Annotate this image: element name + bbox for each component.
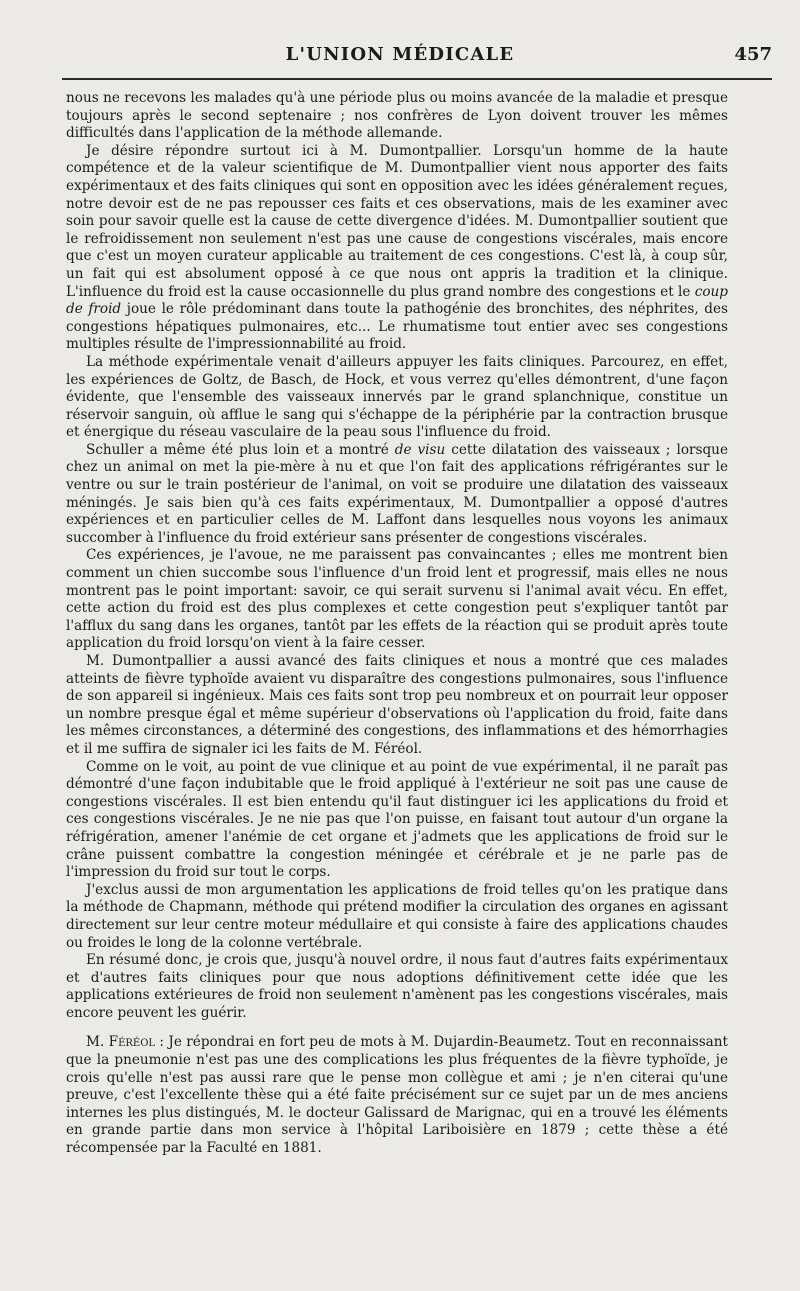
paragraph-text: cette dilatation des vaisseaux ; lorsque chez un animal on met la pie-mère à nu et que l'on fait des applications réfrigérantes sur le ventre ou sur le train postérieur de l'animal, on voit se produire une dilatation des vaisseaux méningés. Je sais bien qu'à ces faits expérimentaux, M. Dumontpallier a opposé d'autres expériences et en particulier celles de M. Laffont dans lesquelles nous voyons les animaux succomber à l'influence du froid extérieur sans présenter de congestions viscérales. <box>66 441 728 546</box>
page-number: 457 <box>734 44 772 65</box>
paragraph-text: Je répondrai en fort peu de mots à M. Dujardin-Beaumetz. Tout en reconnaissant que la pneumonie n'est pas une des complications les plus fréquentes de la fièvre typhoïde, je crois qu'elle n'est pas aussi rare que le pense mon collègue et ami ; je n'en citerai qu'une preuve, c'est l'excellente thèse qui a été faite précisément sur ce sujet par un de mes anciens internes les plus distingués, M. le docteur Galissard de Marignac, qui en a trouvé les éléments en grande partie dans mon service à l'hôpital Lariboisière en 1879 ; cette thèse a été récompensée par la Faculté en 1881. <box>66 1034 728 1157</box>
paragraph-4 <box>66 442 728 548</box>
paragraph-text: Je désire répondre surtout ici à M. Dumontpallier. Lorsqu'un homme de la haute compétence et de la valeur scientifique de M. Dumontpallier vient nous apporter des faits expérimentaux et des faits cliniques qui sont en opposition avec les idées généralement reçues, notre devoir est de ne pas repousser ces faits et ces observations, mais de les examiner avec soin pour savoir quelle est la cause de cette divergence d'idées. M. Dumontpallier soutient que le refroidissement non seulement n'est pas une cause de congestions viscérales, mais encore que c'est un moyen curateur applicable au traitement de ces congestions. C'est là, à coup sûr, un fait qui est absolument opposé à ce que nous ont appris la tradition et la clinique. L'influence du froid est la cause occasionnelle du plus grand nombre des congestions et le <box>66 142 728 300</box>
paragraph-7 <box>66 759 728 882</box>
paragraph-text: joue le rôle prédominant dans toute la pathogénie des bronchites, des néphrites, des congestions hépatiques pulmonaires, etc... Le rhumatisme tout entier avec ses congestions multiples résulte de l'impressionnabilité au froid. <box>66 301 729 353</box>
paragraph-9 <box>66 952 728 1022</box>
paragraph-text: En résumé donc, je crois que, jusqu'à nouvel ordre, il nous faut d'autres faits expérimentaux et d'autres faits cliniques pour que nous adoptions définitivement cette idée que les applications extérieures de froid non seulement n'amènent pas les congestions viscérales, mais encore peuvent les guérir. <box>66 952 728 1021</box>
paragraph-10 <box>66 1034 728 1157</box>
paragraph-text: nous ne recevons les malades qu'à une période plus ou moins avancée de la maladie et presque toujours après le second septenaire ; nos confrères de Lyon doivent trouver les mêmes difficultés dans l'application de la méthode allemande. <box>66 90 728 142</box>
paragraph-text: Comme on le voit, au point de vue clinique et au point de vue expérimental, il ne paraît pas démontré d'une façon indubitable que le froid appliqué à l'extérieur ne soit pas une cause de congestions viscérales. Il est bien entendu qu'il faut distinguer ici les applications du froid et ces congestions viscérales. Je ne nie pas que l'on puisse, en faisant tout autour d'un organe la réfrigération, amener l'anémie de cet organe et j'admets que les applications de froid sur le crâne puissent combattre la congestion méningée et cérébrale et je ne parle pas de l'impression du froid sur tout le corps. <box>66 758 728 881</box>
paragraph-text: J'exclus aussi de mon argumentation les applications de froid telles qu'on les pratique dans la méthode de Chapmann, méthode qui prétend modifier la circulation des organes en agissant directement sur leur centre moteur médullaire et qui consiste à faire des applications chaudes ou froides le long de la colonne vertébrale. <box>66 881 728 951</box>
paragraph-3 <box>66 354 728 442</box>
paragraph-6 <box>66 653 728 759</box>
paragraph-1 <box>66 90 728 143</box>
paragraph-text: La méthode expérimentale venait d'ailleurs appuyer les faits cliniques. Parcourez, en effet, les expériences de Goltz, de Basch, de Hock, et vous verrez qu'elles démontrent, d'une façon évidente, que l'ensemble des vaisseaux innervés par le grand splanchnique, constitue un réservoir sanguin, où afflue le sang qui s'échappe de la périphérie par la contraction brusque et énergique du réseau vasculaire de la peau sous l'influence du froid. <box>66 353 728 441</box>
header-rule <box>62 78 772 80</box>
running-title: L'UNION MÉDICALE <box>285 44 515 65</box>
paragraph-text: M. Dumontpallier a aussi avancé des faits cliniques et nous a montré que ces malades atteints de fièvre typhoïde avaient vu disparaître des congestions pulmonaires, sous l'influence de son appareil si ingénieux. Mais ces faits sont trop peu nombreux et on pourrait leur opposer un nombre presque égal et même supérieur d'observations où l'application du froid, faite dans les mêmes circonstances, a déterminé des congestions, des inflammations et des hémorrhagies et il me suffira de signaler ici les faits de M. Féréol. <box>66 653 728 757</box>
emphasis: de visu <box>394 441 446 458</box>
paragraph-text: Schuller a même été plus loin et a montré <box>86 441 389 458</box>
paragraph-5 <box>66 547 728 653</box>
paragraph-2 <box>66 143 728 354</box>
speaker-name: M. Féréol : <box>86 1034 165 1051</box>
page-header <box>0 44 800 76</box>
body-text <box>66 90 728 1158</box>
paragraph-8 <box>66 882 728 952</box>
paragraph-text: Ces expériences, je l'avoue, ne me paraissent pas convaincantes ; elles me montrent bien comment un chien succombe sous l'influence d'un froid lent et progressif, mais elles ne nous montrent pas le point important: savoir, ce qui serait survenu si l'animal avait vécu. En effet, cette action du froid est des plus complexes et cette congestion peut s'expliquer tantôt par l'afflux du sang dans les organes, tantôt par les effets de la réaction qui se produit après toute application du froid lorsqu'on vient à la faire cesser. <box>66 547 728 652</box>
emphasis: coup de froid <box>66 283 728 318</box>
